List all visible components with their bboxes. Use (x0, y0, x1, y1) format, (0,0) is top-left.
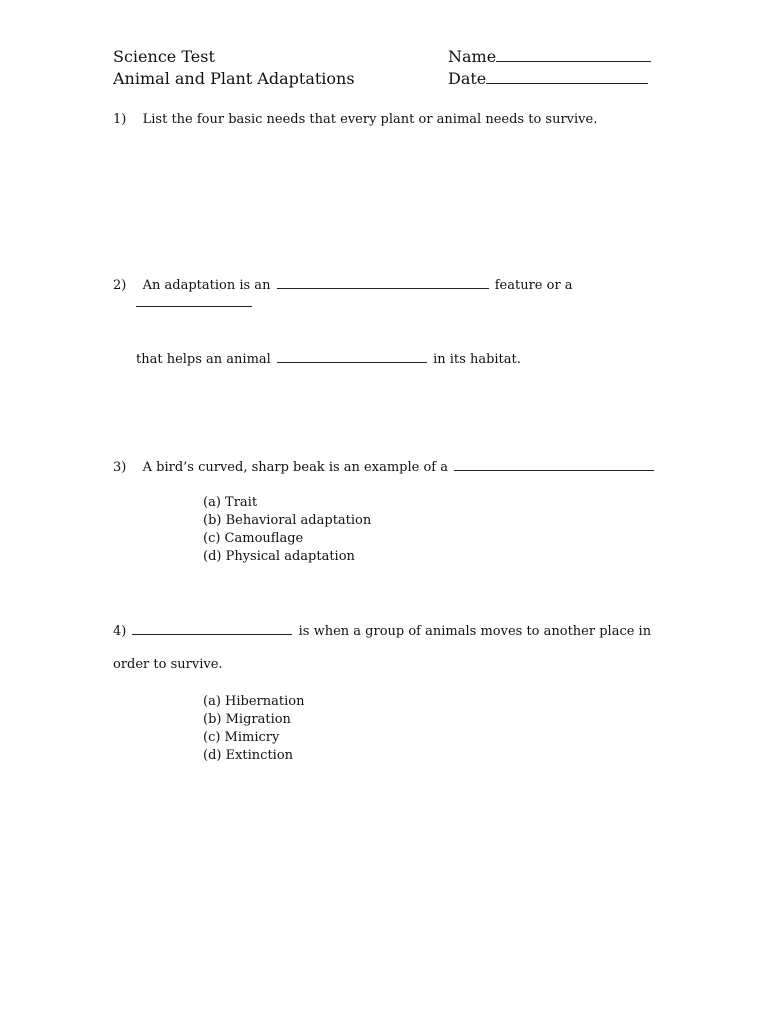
question-4 (113, 622, 651, 639)
question-3 (113, 458, 656, 475)
question-number: 1) (113, 112, 127, 127)
question-text-part4: in its habitat. (433, 352, 521, 367)
name-blank[interactable] (496, 49, 651, 62)
question-text-part3: that helps an animal (136, 352, 271, 367)
answer-blank[interactable] (454, 458, 654, 471)
test-title: Science Test (113, 47, 215, 66)
question-number: 3) (113, 460, 127, 475)
option-d[interactable]: (d) Physical adaptation (203, 549, 355, 564)
option-d[interactable]: (d) Extinction (203, 748, 294, 763)
answer-blank[interactable] (277, 276, 489, 289)
question-2-line3 (136, 350, 521, 367)
question-text: is when a group of animals moves to another place in (298, 624, 652, 639)
question-number: 4) (113, 624, 127, 639)
question-3-options (203, 494, 371, 566)
question-2-line2 (136, 294, 252, 311)
question-4-options (203, 693, 304, 765)
date-label: Date (448, 69, 487, 88)
question-1 (113, 112, 597, 127)
option-a[interactable]: (a) Hibernation (203, 694, 305, 709)
name-label: Name (448, 47, 497, 66)
question-text-part1: An adaptation is an (142, 278, 271, 293)
option-b[interactable]: (b) Migration (203, 712, 291, 727)
test-subtitle: Animal and Plant Adaptations (113, 69, 355, 88)
option-c[interactable]: (c) Mimicry (203, 730, 280, 745)
name-field[interactable] (448, 47, 651, 66)
date-field[interactable] (448, 69, 648, 88)
option-b[interactable]: (b) Behavioral adaptation (203, 513, 372, 528)
question-number: 2) (113, 278, 127, 293)
option-a[interactable]: (a) Trait (203, 495, 258, 510)
answer-blank[interactable] (132, 622, 292, 635)
date-blank[interactable] (486, 71, 648, 84)
question-text-part2: feature or a (494, 278, 573, 293)
question-text: A bird’s curved, sharp beak is an example of a (142, 460, 448, 475)
answer-blank[interactable] (136, 294, 252, 307)
question-4-continuation: order to survive. (113, 657, 223, 672)
question-2 (113, 276, 573, 293)
question-text: List the four basic needs that every plant or animal needs to survive. (142, 112, 598, 127)
option-c[interactable]: (c) Camouflage (203, 531, 304, 546)
answer-blank[interactable] (277, 350, 427, 363)
